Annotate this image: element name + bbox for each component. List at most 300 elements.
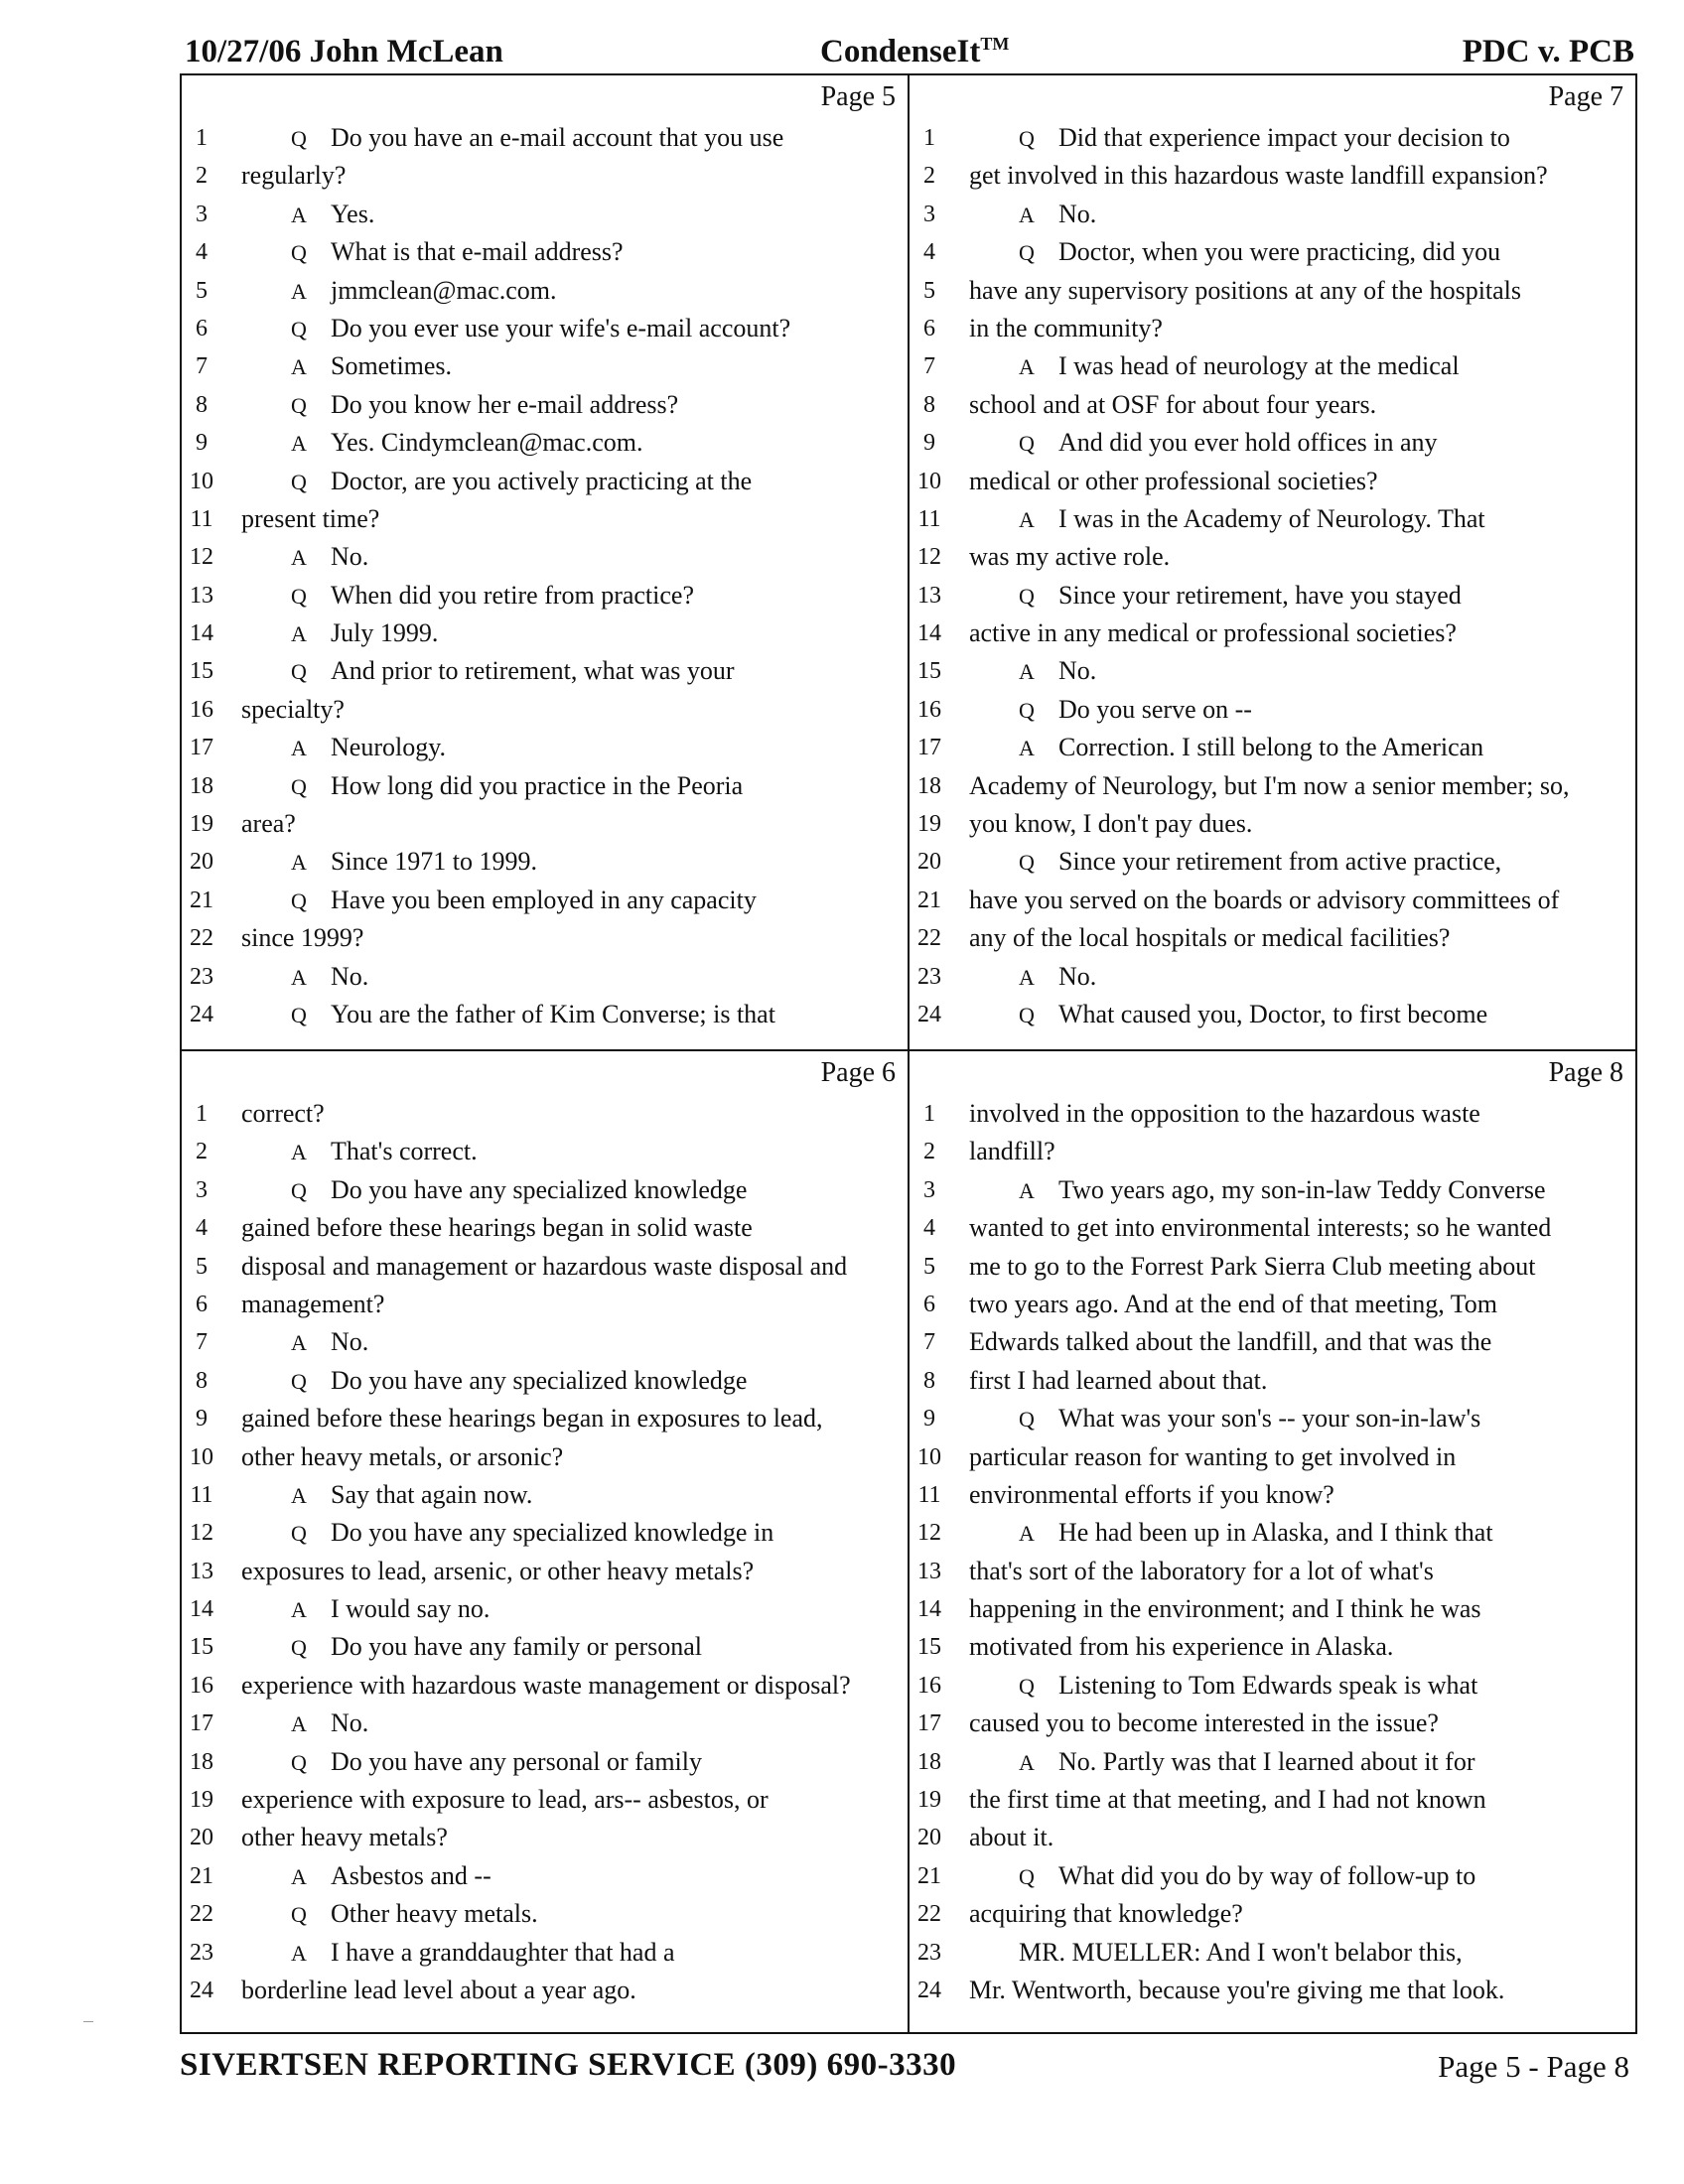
transcript-line (910, 424, 1635, 462)
line-number: 23 (917, 963, 941, 990)
line-number: 24 (917, 1977, 941, 2003)
line-number: 11 (917, 1481, 941, 1508)
line-text (241, 1286, 902, 1323)
qa-marker: Q (291, 1002, 307, 1027)
line-text (291, 996, 902, 1034)
line-text (969, 1209, 1629, 1247)
line-number: 14 (190, 620, 213, 647)
line-content: jmmclean@mac.com. (331, 275, 557, 305)
line-content: about it. (969, 1823, 1054, 1852)
line-number: 12 (917, 1520, 941, 1547)
line-text (291, 767, 902, 806)
line-content: in the community? (969, 313, 1163, 342)
line-text (291, 119, 902, 158)
line-content: regularly? (241, 161, 347, 191)
transcript-line (910, 1400, 1635, 1437)
line-content: When did you retire from practice? (331, 580, 694, 610)
line-number: 7 (196, 353, 208, 380)
line-text (969, 1895, 1629, 1933)
line-text (291, 538, 902, 577)
line-content: Doctor, when you were practicing, did you (1058, 237, 1501, 267)
transcript-line (182, 463, 908, 500)
line-text (1019, 958, 1629, 997)
line-number: 2 (196, 163, 208, 190)
line-text (241, 157, 902, 195)
line-number: 20 (190, 1825, 213, 1851)
line-number: 23 (917, 1939, 941, 1966)
line-number: 10 (190, 468, 213, 494)
line-content: present time? (241, 503, 380, 533)
transcript-line (910, 805, 1635, 843)
line-content: Mr. Wentworth, because you're giving me that look. (969, 1975, 1505, 2004)
transcript-line (182, 1667, 908, 1705)
transcript-line (910, 1781, 1635, 1819)
qa-marker: Q (291, 316, 307, 341)
line-content: that's sort of the laboratory for a lot of what's (969, 1556, 1434, 1585)
line-number: 22 (917, 1901, 941, 1928)
transcript-line (182, 1438, 908, 1476)
qa-marker: A (1019, 506, 1035, 532)
qa-marker: A (291, 1711, 307, 1737)
qa-marker: Q (291, 773, 307, 799)
transcript-line (910, 196, 1635, 233)
line-text (1019, 1400, 1629, 1438)
line-text (241, 691, 902, 729)
line-text (291, 1133, 902, 1171)
line-text (969, 157, 1629, 195)
line-text (969, 1476, 1629, 1514)
qa-marker: Q (291, 583, 307, 609)
line-content: any of the local hospitals or medical facilities? (969, 923, 1451, 953)
line-content: Do you have any specialized knowledge (331, 1365, 748, 1395)
line-number: 8 (923, 391, 935, 418)
line-number: 15 (917, 1634, 941, 1661)
line-number: 6 (196, 1291, 208, 1317)
transcript-line (910, 1819, 1635, 1856)
qa-marker: Q (291, 240, 307, 266)
line-text (291, 1857, 902, 1896)
transcript-line (910, 1095, 1635, 1133)
margin-mark (83, 2021, 93, 2022)
line-number: 23 (190, 1939, 213, 1966)
transcript-line (182, 1171, 908, 1209)
transcript-line (182, 882, 908, 919)
transcript-line (910, 1362, 1635, 1400)
line-number: 8 (196, 1367, 208, 1394)
line-number: 21 (917, 887, 941, 913)
line-text (241, 1781, 902, 1819)
transcript-line (910, 1667, 1635, 1705)
transcript-line (910, 767, 1635, 805)
page-footer (180, 2047, 1637, 2091)
transcript-line (910, 1972, 1635, 2009)
line-number: 7 (923, 1329, 935, 1356)
line-content: I was in the Academy of Neurology. That (1058, 503, 1485, 533)
transcript-line (182, 996, 908, 1033)
line-content: Neurology. (331, 733, 447, 762)
qa-marker: Q (1019, 850, 1035, 876)
line-text (291, 843, 902, 882)
line-content: No. (1058, 199, 1097, 228)
transcript-line (910, 1323, 1635, 1361)
line-text (291, 386, 902, 425)
page-number-label: Page 5 (820, 81, 896, 112)
qa-marker: A (1019, 736, 1035, 761)
transcript-page (910, 1051, 1635, 2025)
qa-marker: A (291, 278, 307, 304)
line-content: Doctor, are you actively practicing at the (331, 466, 753, 495)
transcript-line (182, 1781, 908, 1819)
line-content: Have you been employed in any capacity (331, 885, 757, 914)
qa-marker: A (291, 1330, 307, 1356)
line-text (241, 1248, 902, 1286)
transcript-line (910, 1133, 1635, 1170)
line-number: 6 (923, 1291, 935, 1317)
line-content: since 1999? (241, 923, 364, 953)
line-text (1019, 652, 1629, 691)
page-header (185, 30, 1634, 73)
transcript-lines (182, 1095, 908, 2009)
line-text (1019, 119, 1629, 158)
qa-marker: Q (291, 126, 307, 151)
line-text (291, 1362, 902, 1401)
qa-marker: A (1019, 1749, 1035, 1775)
line-number: 10 (917, 468, 941, 494)
qa-marker: A (1019, 1521, 1035, 1547)
line-number: 12 (190, 544, 213, 571)
header-date-witness: 10/27/06 John McLean (185, 34, 503, 69)
transcript-line (182, 691, 908, 729)
transcript-line (182, 1857, 908, 1895)
line-content: You are the father of Kim Converse; is that (331, 999, 775, 1028)
transcript-line (910, 652, 1635, 690)
line-text (241, 805, 902, 843)
line-text (291, 1628, 902, 1667)
line-text (1019, 843, 1629, 882)
page-number-label: Page 8 (1548, 1057, 1623, 1088)
trademark-mark: TM (980, 34, 1010, 54)
line-text (291, 1590, 902, 1629)
line-number: 21 (190, 887, 213, 913)
line-number: 8 (923, 1367, 935, 1394)
line-number: 14 (917, 620, 941, 647)
line-number: 3 (196, 1176, 208, 1203)
line-number: 9 (196, 430, 208, 457)
line-content: And prior to retirement, what was your (331, 656, 735, 686)
transcript-line (910, 729, 1635, 766)
line-content: was my active role. (969, 542, 1171, 572)
transcript-line (910, 958, 1635, 996)
line-content: you know, I don't pay dues. (969, 809, 1253, 839)
transcript-frame (180, 73, 1637, 2034)
qa-marker: Q (1019, 1673, 1035, 1699)
line-content: Listening to Tom Edwards speak is what (1058, 1670, 1478, 1700)
line-text (1019, 233, 1629, 272)
line-content: first I had learned about that. (969, 1365, 1268, 1395)
line-text (291, 233, 902, 272)
line-text (241, 1209, 902, 1247)
line-content: two years ago. And at the end of that meeting, Tom (969, 1289, 1498, 1318)
line-content: experience with exposure to lead, ars-- asbestos, or (241, 1785, 769, 1815)
qa-marker: A (1019, 202, 1035, 227)
line-number: 9 (923, 1406, 935, 1433)
transcript-line (910, 386, 1635, 424)
qa-marker: A (291, 621, 307, 647)
qa-marker: A (291, 964, 307, 990)
line-number: 4 (196, 239, 208, 266)
line-text (969, 310, 1629, 347)
transcript-line (910, 1895, 1635, 1933)
line-content: Do you know her e-mail address? (331, 389, 679, 419)
line-text (291, 729, 902, 767)
line-number: 19 (917, 1787, 941, 1814)
line-number: 8 (196, 391, 208, 418)
line-number: 14 (917, 1596, 941, 1623)
line-text (969, 1553, 1629, 1590)
line-number: 13 (917, 1558, 941, 1584)
transcript-line (182, 347, 908, 385)
transcript-line (182, 196, 908, 233)
transcript-line (182, 919, 908, 957)
line-text (1019, 729, 1629, 767)
qa-marker: Q (291, 1177, 307, 1203)
transcript-line (182, 1400, 908, 1437)
transcript-line (182, 843, 908, 881)
line-content: Do you have any personal or family (331, 1746, 703, 1776)
transcript-line (910, 882, 1635, 919)
transcript-line (910, 538, 1635, 576)
line-content: Sometimes. (331, 351, 453, 381)
transcript-line (182, 1133, 908, 1170)
transcript-line (910, 1857, 1635, 1895)
line-text (969, 919, 1629, 957)
line-content: No. (331, 1708, 369, 1738)
line-content: No. Partly was that I learned about it for (1058, 1746, 1475, 1776)
qa-marker: Q (1019, 126, 1035, 151)
line-text (969, 767, 1629, 805)
line-text (969, 1628, 1629, 1666)
line-number: 12 (917, 544, 941, 571)
line-content: No. (331, 1327, 369, 1357)
transcript-line (910, 272, 1635, 310)
line-content: Do you have any specialized knowledge in (331, 1518, 774, 1548)
line-text (241, 1095, 902, 1133)
line-content: Say that again now. (331, 1479, 533, 1509)
transcript-line (910, 347, 1635, 385)
line-number: 12 (190, 1520, 213, 1547)
transcript-page (182, 1051, 908, 2025)
transcript-line (910, 691, 1635, 729)
line-text (969, 1590, 1629, 1628)
line-text (241, 1438, 902, 1476)
qa-marker: A (291, 1482, 307, 1508)
transcript-line (910, 1476, 1635, 1514)
qa-marker: A (291, 202, 307, 227)
line-content: I was head of neurology at the medical (1058, 351, 1460, 381)
line-content: involved in the opposition to the hazardous waste (969, 1099, 1480, 1128)
transcript-line (910, 1438, 1635, 1476)
line-content: What caused you, Doctor, to first become (1058, 999, 1488, 1028)
line-number: 7 (196, 1329, 208, 1356)
line-text (1019, 1667, 1629, 1706)
line-number: 20 (190, 849, 213, 876)
transcript-line (910, 1590, 1635, 1628)
line-text (969, 1705, 1629, 1742)
line-content: Do you have any specialized knowledge (331, 1174, 748, 1204)
line-text (969, 1095, 1629, 1133)
line-text (241, 500, 902, 538)
line-number: 4 (923, 239, 935, 266)
line-content: particular reason for wanting to get involved in (969, 1441, 1457, 1471)
transcript-lines (910, 119, 1635, 1033)
qa-marker: Q (1019, 583, 1035, 609)
line-content: Academy of Neurology, but I'm now a senior member; so, (969, 770, 1570, 800)
line-content: He had been up in Alaska, and I think that (1058, 1518, 1493, 1548)
qa-marker: Q (291, 887, 307, 913)
line-number: 3 (923, 201, 935, 227)
line-number: 17 (917, 735, 941, 761)
transcript-line (182, 1895, 908, 1933)
page-number-label: Page 6 (820, 1057, 896, 1088)
line-number: 19 (917, 811, 941, 838)
line-content: exposures to lead, arsenic, or other heavy metals? (241, 1556, 755, 1585)
line-content: July 1999. (331, 618, 439, 648)
line-text (291, 958, 902, 997)
qa-marker: A (1019, 354, 1035, 380)
transcript-line (910, 1705, 1635, 1742)
line-text (291, 577, 902, 615)
line-content: Yes. Cindymclean@mac.com. (331, 428, 643, 458)
line-text (1019, 577, 1629, 615)
transcript-line (910, 157, 1635, 195)
qa-marker: A (291, 850, 307, 876)
line-content: borderline lead level about a year ago. (241, 1975, 636, 2004)
line-content: the first time at that meeting, and I had not known (969, 1785, 1486, 1815)
line-text (969, 386, 1629, 424)
qa-marker: Q (291, 1521, 307, 1547)
line-content: Do you ever use your wife's e-mail account? (331, 313, 791, 342)
line-content: I have a granddaughter that had a (331, 1937, 675, 1967)
line-content: Yes. (331, 199, 375, 228)
transcript-line (910, 577, 1635, 614)
transcript-line (182, 119, 908, 157)
line-text (969, 805, 1629, 843)
transcript-line (182, 272, 908, 310)
footer-page-range: Page 5 - Page 8 (1438, 2049, 1629, 2084)
transcript-page (910, 75, 1635, 1049)
transcript-line (182, 424, 908, 462)
qa-marker: Q (291, 1749, 307, 1775)
qa-marker: A (291, 545, 307, 571)
line-number: 18 (917, 1748, 941, 1775)
line-content: Two years ago, my son-in-law Teddy Converse (1058, 1174, 1546, 1204)
line-text (291, 1934, 902, 1973)
line-content: No. (1058, 656, 1097, 686)
line-number: 15 (917, 658, 941, 685)
line-number: 15 (190, 1634, 213, 1661)
line-content: No. (1058, 961, 1097, 991)
line-text (969, 1781, 1629, 1819)
line-number: 1 (196, 1101, 208, 1127)
line-text (1019, 347, 1629, 386)
transcript-line (910, 1934, 1635, 1972)
transcript-line (182, 1362, 908, 1400)
line-number: 3 (923, 1176, 935, 1203)
transcript-line (182, 1476, 908, 1514)
line-number: 2 (923, 163, 935, 190)
transcript-line (910, 1628, 1635, 1666)
line-number: 22 (917, 925, 941, 952)
transcript-page (182, 75, 908, 1049)
line-number: 11 (190, 505, 213, 532)
line-text (1019, 1743, 1629, 1782)
line-number: 16 (190, 696, 213, 723)
line-number: 6 (196, 315, 208, 341)
line-number: 5 (923, 277, 935, 304)
line-text (969, 463, 1629, 500)
line-text (969, 614, 1629, 652)
line-number: 5 (923, 1253, 935, 1280)
line-text (241, 1553, 902, 1590)
line-content: experience with hazardous waste management or disposal? (241, 1670, 851, 1700)
transcript-line (182, 310, 908, 347)
transcript-line (182, 1095, 908, 1133)
line-content: Did that experience impact your decision to (1058, 123, 1510, 152)
line-number: 5 (196, 1253, 208, 1280)
line-text (291, 882, 902, 920)
line-text (1019, 1514, 1629, 1553)
line-content: me to go to the Forrest Park Sierra Club meeting about (969, 1251, 1536, 1281)
transcript-line (182, 1628, 908, 1666)
line-number: 7 (923, 353, 935, 380)
transcript-line (910, 233, 1635, 271)
line-content: have any supervisory positions at any of the hospitals (969, 275, 1522, 305)
qa-marker: Q (1019, 697, 1035, 723)
line-text (1019, 1171, 1629, 1210)
line-text (291, 652, 902, 691)
transcript-line (910, 1171, 1635, 1209)
line-content: What was your son's -- your son-in-law's (1058, 1404, 1481, 1433)
transcript-line (182, 958, 908, 996)
qa-marker: A (291, 1597, 307, 1623)
transcript-line (182, 538, 908, 576)
line-number: 20 (917, 849, 941, 876)
line-content: Correction. I still belong to the American (1058, 733, 1484, 762)
transcript-line (182, 500, 908, 538)
line-text (969, 1972, 1629, 2009)
transcript-line (182, 157, 908, 195)
line-content: motivated from his experience in Alaska. (969, 1632, 1394, 1662)
line-content: caused you to become interested in the issue? (969, 1708, 1439, 1738)
transcript-line (910, 1743, 1635, 1781)
transcript-line (182, 1553, 908, 1590)
footer-reporting-service: SIVERTSEN REPORTING SERVICE (309) 690-3330 (180, 2047, 957, 2083)
line-text (291, 424, 902, 463)
header-brand-text: CondenseIt (820, 34, 981, 69)
transcript-line (910, 500, 1635, 538)
line-text (969, 1819, 1629, 1856)
line-number: 18 (917, 772, 941, 799)
line-number: 17 (190, 735, 213, 761)
line-content: management? (241, 1289, 385, 1318)
line-text (241, 1972, 902, 2009)
line-text (291, 1743, 902, 1782)
qa-marker: A (291, 1863, 307, 1889)
transcript-line (182, 1323, 908, 1361)
transcript-line (182, 1209, 908, 1247)
qa-marker: Q (291, 1902, 307, 1928)
qa-marker: Q (291, 1368, 307, 1394)
